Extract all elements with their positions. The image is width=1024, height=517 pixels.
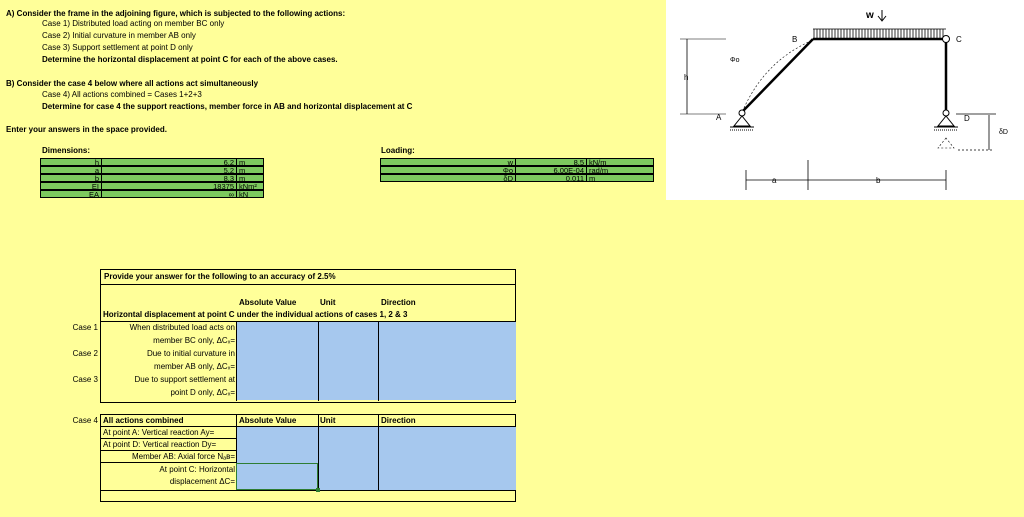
dim-unit-a: m <box>236 166 264 174</box>
label-h: h <box>684 73 689 82</box>
part-a-task: Determine the horizontal displacement at point C for each of the above cases. <box>42 55 338 64</box>
part-a-title: A) Consider the frame in the adjoining figure, which is subjected to the following actions: <box>6 9 346 18</box>
dim-symbol-ea: EA <box>40 190 102 198</box>
ay-direction-input[interactable] <box>379 427 515 438</box>
dim-unit-h: m <box>236 158 264 166</box>
divider <box>100 284 516 285</box>
label-dim-b: b <box>876 176 881 185</box>
case4-row-nab-label: Member AB: Axial force Nₐʙ= <box>131 452 235 461</box>
case3-text: Case 3) Support settlement at point D only <box>42 43 193 52</box>
dim-value-h[interactable]: 6.2 <box>101 158 237 166</box>
loading-title: Loading: <box>381 146 415 155</box>
load-value-phi[interactable]: 6.00E-04 <box>515 166 587 174</box>
label-d: D <box>964 114 970 123</box>
case3-line1: Due to support settlement at <box>134 375 235 384</box>
case2-line2: member AB only, ΔCₓ= <box>154 362 235 371</box>
case4-tag: Case 4 <box>72 416 98 425</box>
dim-unit-ei: kNm² <box>236 182 264 190</box>
dim-value-ei[interactable]: 18375 <box>101 182 237 190</box>
load-symbol-delta: δD <box>380 174 516 182</box>
label-b: B <box>792 35 798 44</box>
case2-unit-input[interactable] <box>319 348 378 373</box>
pin-support-a-icon <box>730 110 754 130</box>
label-a: A <box>716 113 722 122</box>
member-ab <box>742 39 813 112</box>
case2-direction-input[interactable] <box>379 348 515 373</box>
load-value-delta[interactable]: 0.011 <box>515 174 587 182</box>
load-unit-delta: m <box>586 174 654 182</box>
section1-title: Horizontal displacement at point C under the individual actions of cases 1, 2 & 3 <box>103 310 408 319</box>
dim-unit-b: m <box>236 174 264 182</box>
case2-abs-value-input[interactable] <box>237 348 318 373</box>
case3-unit-input[interactable] <box>319 374 378 399</box>
case3-tag: Case 3 <box>72 375 98 384</box>
case1-abs-value-input[interactable] <box>237 322 318 347</box>
distributed-load <box>813 29 946 38</box>
dc-unit-input[interactable] <box>319 463 378 490</box>
divider <box>100 450 237 451</box>
dy-unit-input[interactable] <box>319 439 378 450</box>
frame-figure <box>666 0 1024 200</box>
col-absolute-value: Absolute Value <box>239 298 297 307</box>
case4-row-dc-line1: At point C: Horizontal <box>159 465 235 474</box>
part-b-task: Determine for case 4 the support reactions, member force in AB and horizontal displacement at C <box>42 102 413 111</box>
dim-symbol-a: a <box>40 166 102 174</box>
case4-col-absolute-value: Absolute Value <box>239 416 297 425</box>
dy-abs-value-input[interactable] <box>237 439 318 450</box>
dim-value-ea[interactable]: ∞ <box>101 190 237 198</box>
case1-line2: member BC only, ΔCₓ= <box>153 336 235 345</box>
case4-row-ay-label: At point A: Vertical reaction Ay= <box>103 428 215 437</box>
case1-line1: When distributed load acts on <box>129 323 235 332</box>
case3-direction-input[interactable] <box>379 374 515 399</box>
hinge-c-icon <box>943 36 950 43</box>
case3-abs-value-input[interactable] <box>237 374 318 399</box>
accuracy-note: Provide your answer for the following to an accuracy of 2.5% <box>104 272 336 281</box>
dim-value-a[interactable]: 5.2 <box>101 166 237 174</box>
dimensions-title: Dimensions: <box>42 146 91 155</box>
load-symbol-w: w <box>380 158 516 166</box>
dim-symbol-h: h <box>40 158 102 166</box>
case1-text: Case 1) Distributed load acting on member BC only <box>42 19 225 28</box>
nab-unit-input[interactable] <box>319 451 378 462</box>
col-direction: Direction <box>381 298 416 307</box>
dc-direction-input[interactable] <box>379 463 515 490</box>
frame-diagram <box>666 0 1024 200</box>
case4-title: All actions combined <box>103 416 184 425</box>
dim-symbol-ei: EI <box>40 182 102 190</box>
case4-col-direction: Direction <box>381 416 416 425</box>
dim-unit-ea: kN <box>236 190 264 198</box>
load-label: w <box>866 10 874 21</box>
case4-text: Case 4) All actions combined = Cases 1+2+3 <box>42 90 202 99</box>
case4-row-dc-line2: displacement ΔC= <box>169 477 235 486</box>
load-unit-w: kN/m <box>586 158 654 166</box>
case1-direction-input[interactable] <box>379 322 515 347</box>
case3-line2: point D only, ΔCₓ= <box>170 388 235 397</box>
label-delta: δD <box>999 129 1008 136</box>
divider <box>100 462 237 463</box>
part-b-title: B) Consider the case 4 below where all actions act simultaneously <box>6 79 259 88</box>
case2-tag: Case 2 <box>72 349 98 358</box>
label-c: C <box>956 35 962 44</box>
dc-abs-value-input-selected[interactable] <box>236 463 318 490</box>
case1-tag: Case 1 <box>72 323 98 332</box>
pin-support-d-icon <box>934 110 958 148</box>
dim-symbol-b: b <box>40 174 102 182</box>
col-unit: Unit <box>320 298 336 307</box>
divider <box>100 490 516 491</box>
nab-direction-input[interactable] <box>379 451 515 462</box>
load-value-w[interactable]: 8.5 <box>515 158 587 166</box>
label-phi: Φo <box>730 57 740 64</box>
enter-prompt: Enter your answers in the space provided. <box>6 125 167 134</box>
case1-unit-input[interactable] <box>319 322 378 347</box>
divider <box>100 438 237 439</box>
case2-text: Case 2) Initial curvature in member AB only <box>42 31 196 40</box>
nab-abs-value-input[interactable] <box>237 451 318 462</box>
case4-col-unit: Unit <box>320 416 336 425</box>
case4-row-dy-label: At point D: Vertical reaction Dy= <box>103 440 217 449</box>
load-unit-phi: rad/m <box>586 166 654 174</box>
dy-direction-input[interactable] <box>379 439 515 450</box>
ay-unit-input[interactable] <box>319 427 378 438</box>
label-dim-a: a <box>772 176 777 185</box>
case2-line1: Due to initial curvature in <box>146 349 235 358</box>
dim-value-b[interactable]: 8.3 <box>101 174 237 182</box>
ay-abs-value-input[interactable] <box>237 427 318 438</box>
load-symbol-phi: Φo <box>380 166 516 174</box>
